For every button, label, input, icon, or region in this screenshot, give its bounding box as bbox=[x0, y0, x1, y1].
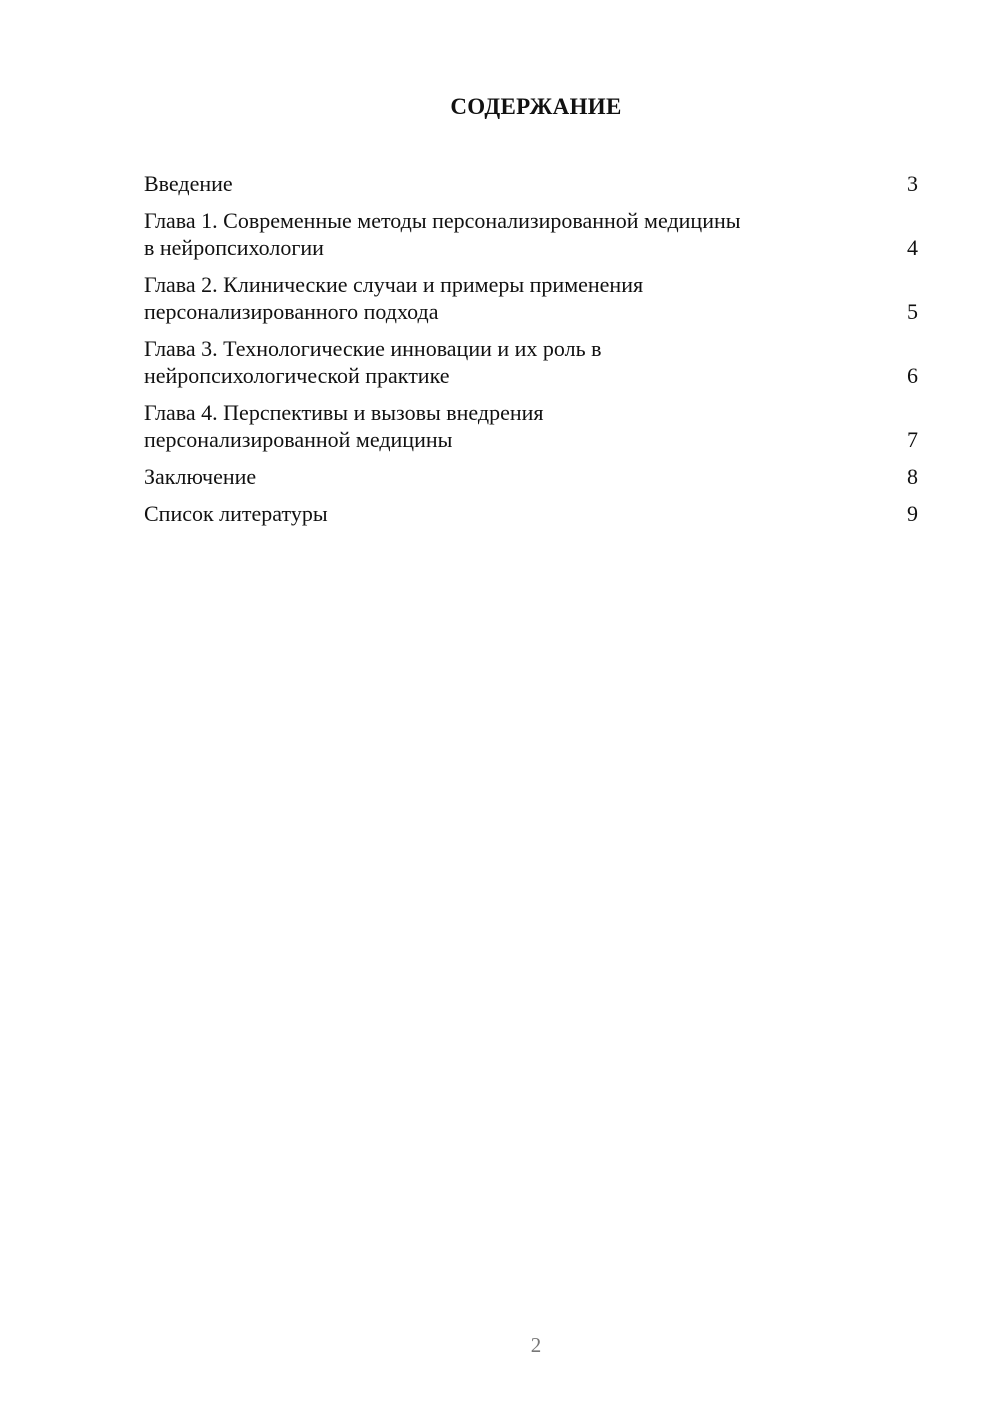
toc-entry-references bbox=[144, 500, 918, 527]
toc-entry-text: Глава 2. Клинические случаи и примеры применения персонализированного подхода bbox=[144, 272, 644, 324]
toc-entry-text: Заключение bbox=[144, 464, 257, 489]
toc-list bbox=[144, 170, 918, 537]
toc-entry-chapter-1 bbox=[144, 207, 918, 261]
toc-entry-chapter-3 bbox=[144, 335, 918, 389]
toc-entry-page: 9 bbox=[907, 501, 918, 526]
page-number: 2 bbox=[530, 1333, 542, 1357]
toc-entry-page: 7 bbox=[907, 427, 918, 452]
toc-entry-page: 8 bbox=[907, 464, 918, 489]
toc-entry-chapter-4 bbox=[144, 399, 918, 453]
toc-entry-text: Введение bbox=[144, 171, 233, 196]
toc-entry-chapter-2 bbox=[144, 271, 918, 325]
toc-entry-conclusion bbox=[144, 463, 918, 490]
toc-entry-page: 4 bbox=[907, 235, 918, 260]
toc-entry-text: Глава 4. Перспективы и вызовы внедрения персонализированной медицины bbox=[144, 400, 544, 452]
toc-entry-page: 5 bbox=[907, 299, 918, 324]
toc-entry-text: Глава 1. Современные методы персонализированной медицины в нейропсихологии bbox=[144, 208, 741, 260]
toc-entry-text: Список литературы bbox=[144, 501, 328, 526]
toc-entry-page: 3 bbox=[907, 171, 918, 196]
toc-entry-introduction bbox=[144, 170, 918, 197]
toc-title: СОДЕРЖАНИЕ bbox=[450, 94, 622, 119]
toc-entry-text: Глава 3. Технологические инновации и их роль в нейропсихологической практике bbox=[144, 336, 602, 388]
toc-entry-page: 6 bbox=[907, 363, 918, 388]
